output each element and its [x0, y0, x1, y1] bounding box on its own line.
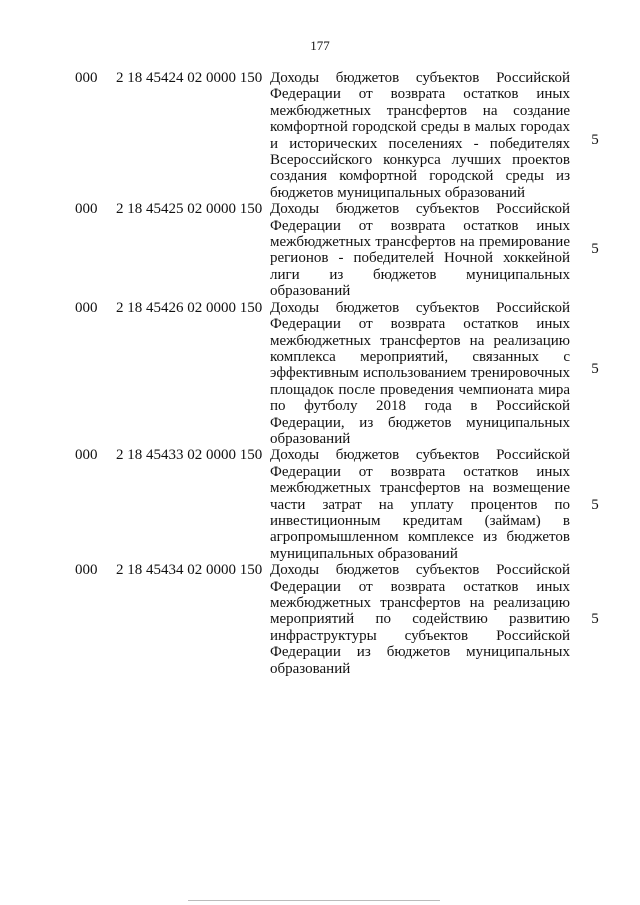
distribution-norm: 5 — [591, 241, 599, 258]
revenue-table — [0, 70, 640, 677]
admin-code: 000 — [75, 70, 98, 86]
distribution-norm: 5 — [591, 497, 599, 514]
revenue-description: Доходы бюджетов субъектов Российской Федерации от возврата остатков иных межбюджетных трансфертов на премирование регионов - победителей Ночной хоккейной лиги из бюджетов муниципальных образований — [270, 201, 570, 300]
revenue-description: Доходы бюджетов субъектов Российской Федерации от возврата остатков иных межбюджетных трансфертов на создание комфортной городской среды в малых городах и исторических поселениях - победителях Всероссийского конкурса лучших проектов создания комфортной городской среды из бюджетов муниципальных образований — [270, 70, 570, 201]
table-row — [0, 70, 640, 201]
page-number: 177 — [310, 38, 330, 53]
revenue-description: Доходы бюджетов субъектов Российской Федерации от возврата остатков иных межбюджетных трансфертов на реализацию мероприятий по содействию развитию инфраструктуры субъектов Российской Федерации из бюджетов муниципальных образований — [270, 562, 570, 677]
budget-classification-code: 2 18 45426 02 0000 150 — [116, 299, 263, 316]
revenue-description: Доходы бюджетов субъектов Российской Федерации от возврата остатков иных межбюджетных трансфертов на реализацию комплекса мероприятий, связанных с эффективным использованием тренировочных площадок после проведения чемпионата мира по футболу 2018 года в Российской Федерации, из бюджетов муниципальных образований — [270, 299, 570, 447]
table-row — [0, 447, 640, 562]
distribution-norm: 5 — [591, 611, 599, 628]
table-row — [0, 562, 640, 677]
budget-classification-code: 2 18 45424 02 0000 150 — [116, 70, 263, 86]
distribution-norm: 5 — [591, 132, 599, 148]
budget-classification-code: 2 18 45425 02 0000 150 — [116, 201, 263, 218]
admin-code: 000 — [75, 201, 98, 218]
admin-code: 000 — [75, 447, 98, 464]
admin-code: 000 — [75, 299, 98, 316]
table-row — [0, 300, 640, 448]
budget-classification-code: 2 18 45434 02 0000 150 — [116, 562, 263, 579]
budget-classification-code: 2 18 45433 02 0000 150 — [116, 447, 263, 464]
admin-code: 000 — [75, 562, 98, 579]
revenue-description: Доходы бюджетов субъектов Российской Федерации от возврата остатков иных межбюджетных трансфертов на возмещение части затрат на уплату процентов по инвестиционным кредитам (займам) в агропромышленном комплексе из бюджетов муниципальных образований — [270, 447, 570, 562]
distribution-norm: 5 — [591, 360, 599, 377]
scan-edge-line — [188, 900, 440, 901]
table-row — [0, 201, 640, 299]
